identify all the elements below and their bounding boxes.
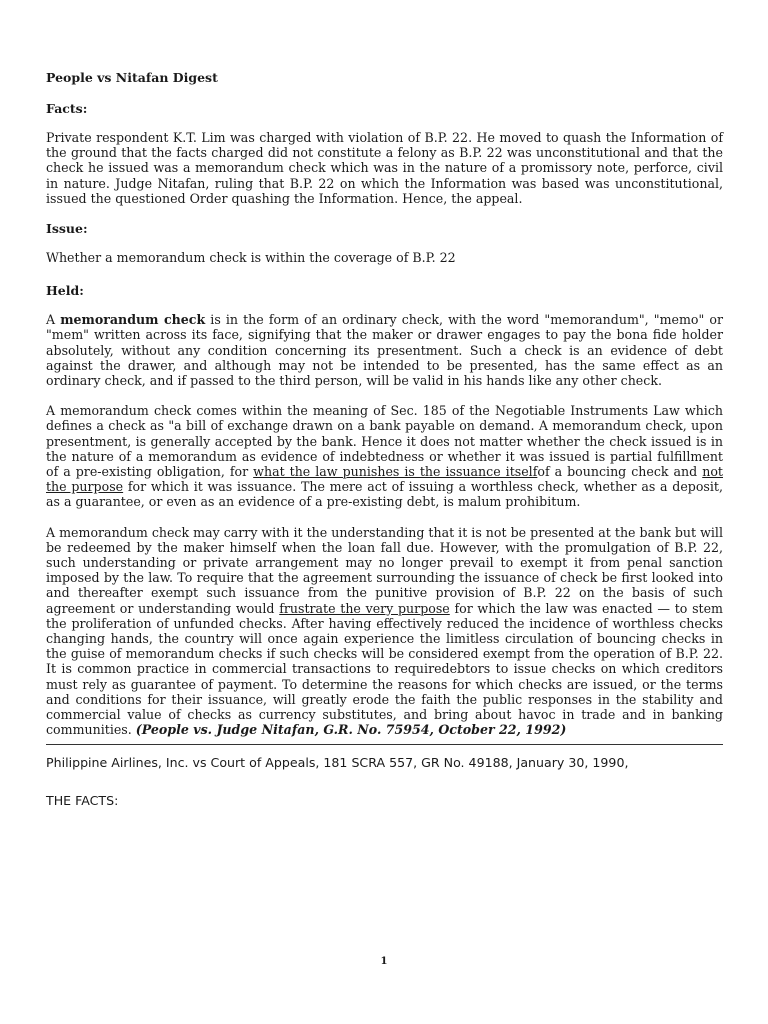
document-title: People vs Nitafan Digest [46, 70, 218, 85]
held-p2-underline1: what the law punishes is the issuance itself [253, 464, 538, 480]
held-paragraph-3 [46, 525, 723, 738]
held-p3-part2: for which the law was enacted — to stem the proliferation of unfunded checks. After having effectively reduced the incidence of worthless checks changing hands, the country will once again experience the limitless circulation of bouncing checks in the guise of memorandum checks if such checks will be considered exempt from the operation of B.P. 22. It is common practice in commercial transactions to requiredebtors to issue checks on which creditors must rely as guarantee of payment. To determine the reasons for which checks are issued, or the terms and conditions for their issuance, will greatly erode the faith the public responses in the stability and commercial value of checks as currency substitutes, and bring about havoc in trade and in banking communities. [46, 600, 723, 738]
section-divider [46, 744, 723, 745]
next-case-facts-heading: THE FACTS: [46, 792, 119, 808]
issue-heading: Issue: [46, 221, 88, 237]
facts-paragraph: Private respondent K.T. Lim was charged with violation of B.P. 22. He moved to quash the Information of the ground that the facts charged did not constitute a felony as B.P. 22 was unconstitutional and that the check he issued was a memorandum check which was in the nature of a promissory note, perforce, civil in nature. Judge Nitafan, ruling that B.P. 22 on which the Information was based was unconstitutional, issued the questioned Order quashing the Information. Hence, the appeal. [46, 130, 723, 206]
held-p1-term: memorandum check [60, 312, 206, 328]
held-p2-underline2: not the purpose [46, 464, 723, 495]
next-case-title: Philippine Airlines, Inc. vs Court of Appeals, 181 SCRA 557, GR No. 49188, January 30, 1990, [46, 754, 629, 770]
held-paragraph-2 [46, 403, 723, 509]
held-p1-lead: A [46, 312, 61, 328]
held-p3-underline: frustrate the very purpose [279, 600, 450, 616]
held-p2-part3: for which it was issuance. The mere act of issuing a worthless check, whether as a deposit, as a guarantee, or even as an evidence of a pre-existing debt, is malum prohibitum. [46, 479, 723, 510]
held-heading: Held: [46, 283, 84, 299]
case-citation: (People vs. Judge Nitafan, G.R. No. 75954, October 22, 1992) [135, 722, 567, 738]
held-p1-rest: is in the form of an ordinary check, with the word "memorandum", "memo" or "mem" written across its face, signifying that the maker or drawer engages to pay the bona fide holder absolutely, without any condition concerning its presentment. Such a check is an evidence of debt against the drawer, and although may not be intended to be presented, has the same effect as an ordinary check, and if passed to the third person, will be valid in his hands like any other check. [46, 312, 723, 389]
held-p2-part2: of a bouncing check and [537, 464, 703, 480]
facts-heading: Facts: [46, 101, 88, 116]
held-paragraph-1 [46, 312, 723, 388]
document-page [46, 70, 723, 831]
held-p3-part1: A memorandum check may carry with it the understanding that it is not be presented at the bank but will be redeemed by the maker himself when the loan fall due. However, with the promulgation of B.P. 22, such understanding or private arrangement may no longer prevail to exempt it from penal sanction imposed by the law. To require that the agreement surrounding the issuance of check be first looked into and thereafter exempt such issuance from the punitive provision of B.P. 22 on the basis of such agreement or understanding would [46, 524, 723, 616]
held-p2-part1: A memorandum check comes within the meaning of Sec. 185 of the Negotiable Instruments Law which defines a check as "a bill of exchange drawn on a bank payable on demand. A memorandum check, upon presentment, is generally accepted by the bank. Hence it does not matter whether the check issued is in the nature of a memorandum as evidence of indebtedness or whether it was issued is partial fulfillment of a pre-existing obligation, for [46, 403, 723, 480]
page-number: 1 [380, 956, 388, 967]
issue-paragraph: Whether a memorandum check is within the coverage of B.P. 22 [46, 250, 456, 266]
